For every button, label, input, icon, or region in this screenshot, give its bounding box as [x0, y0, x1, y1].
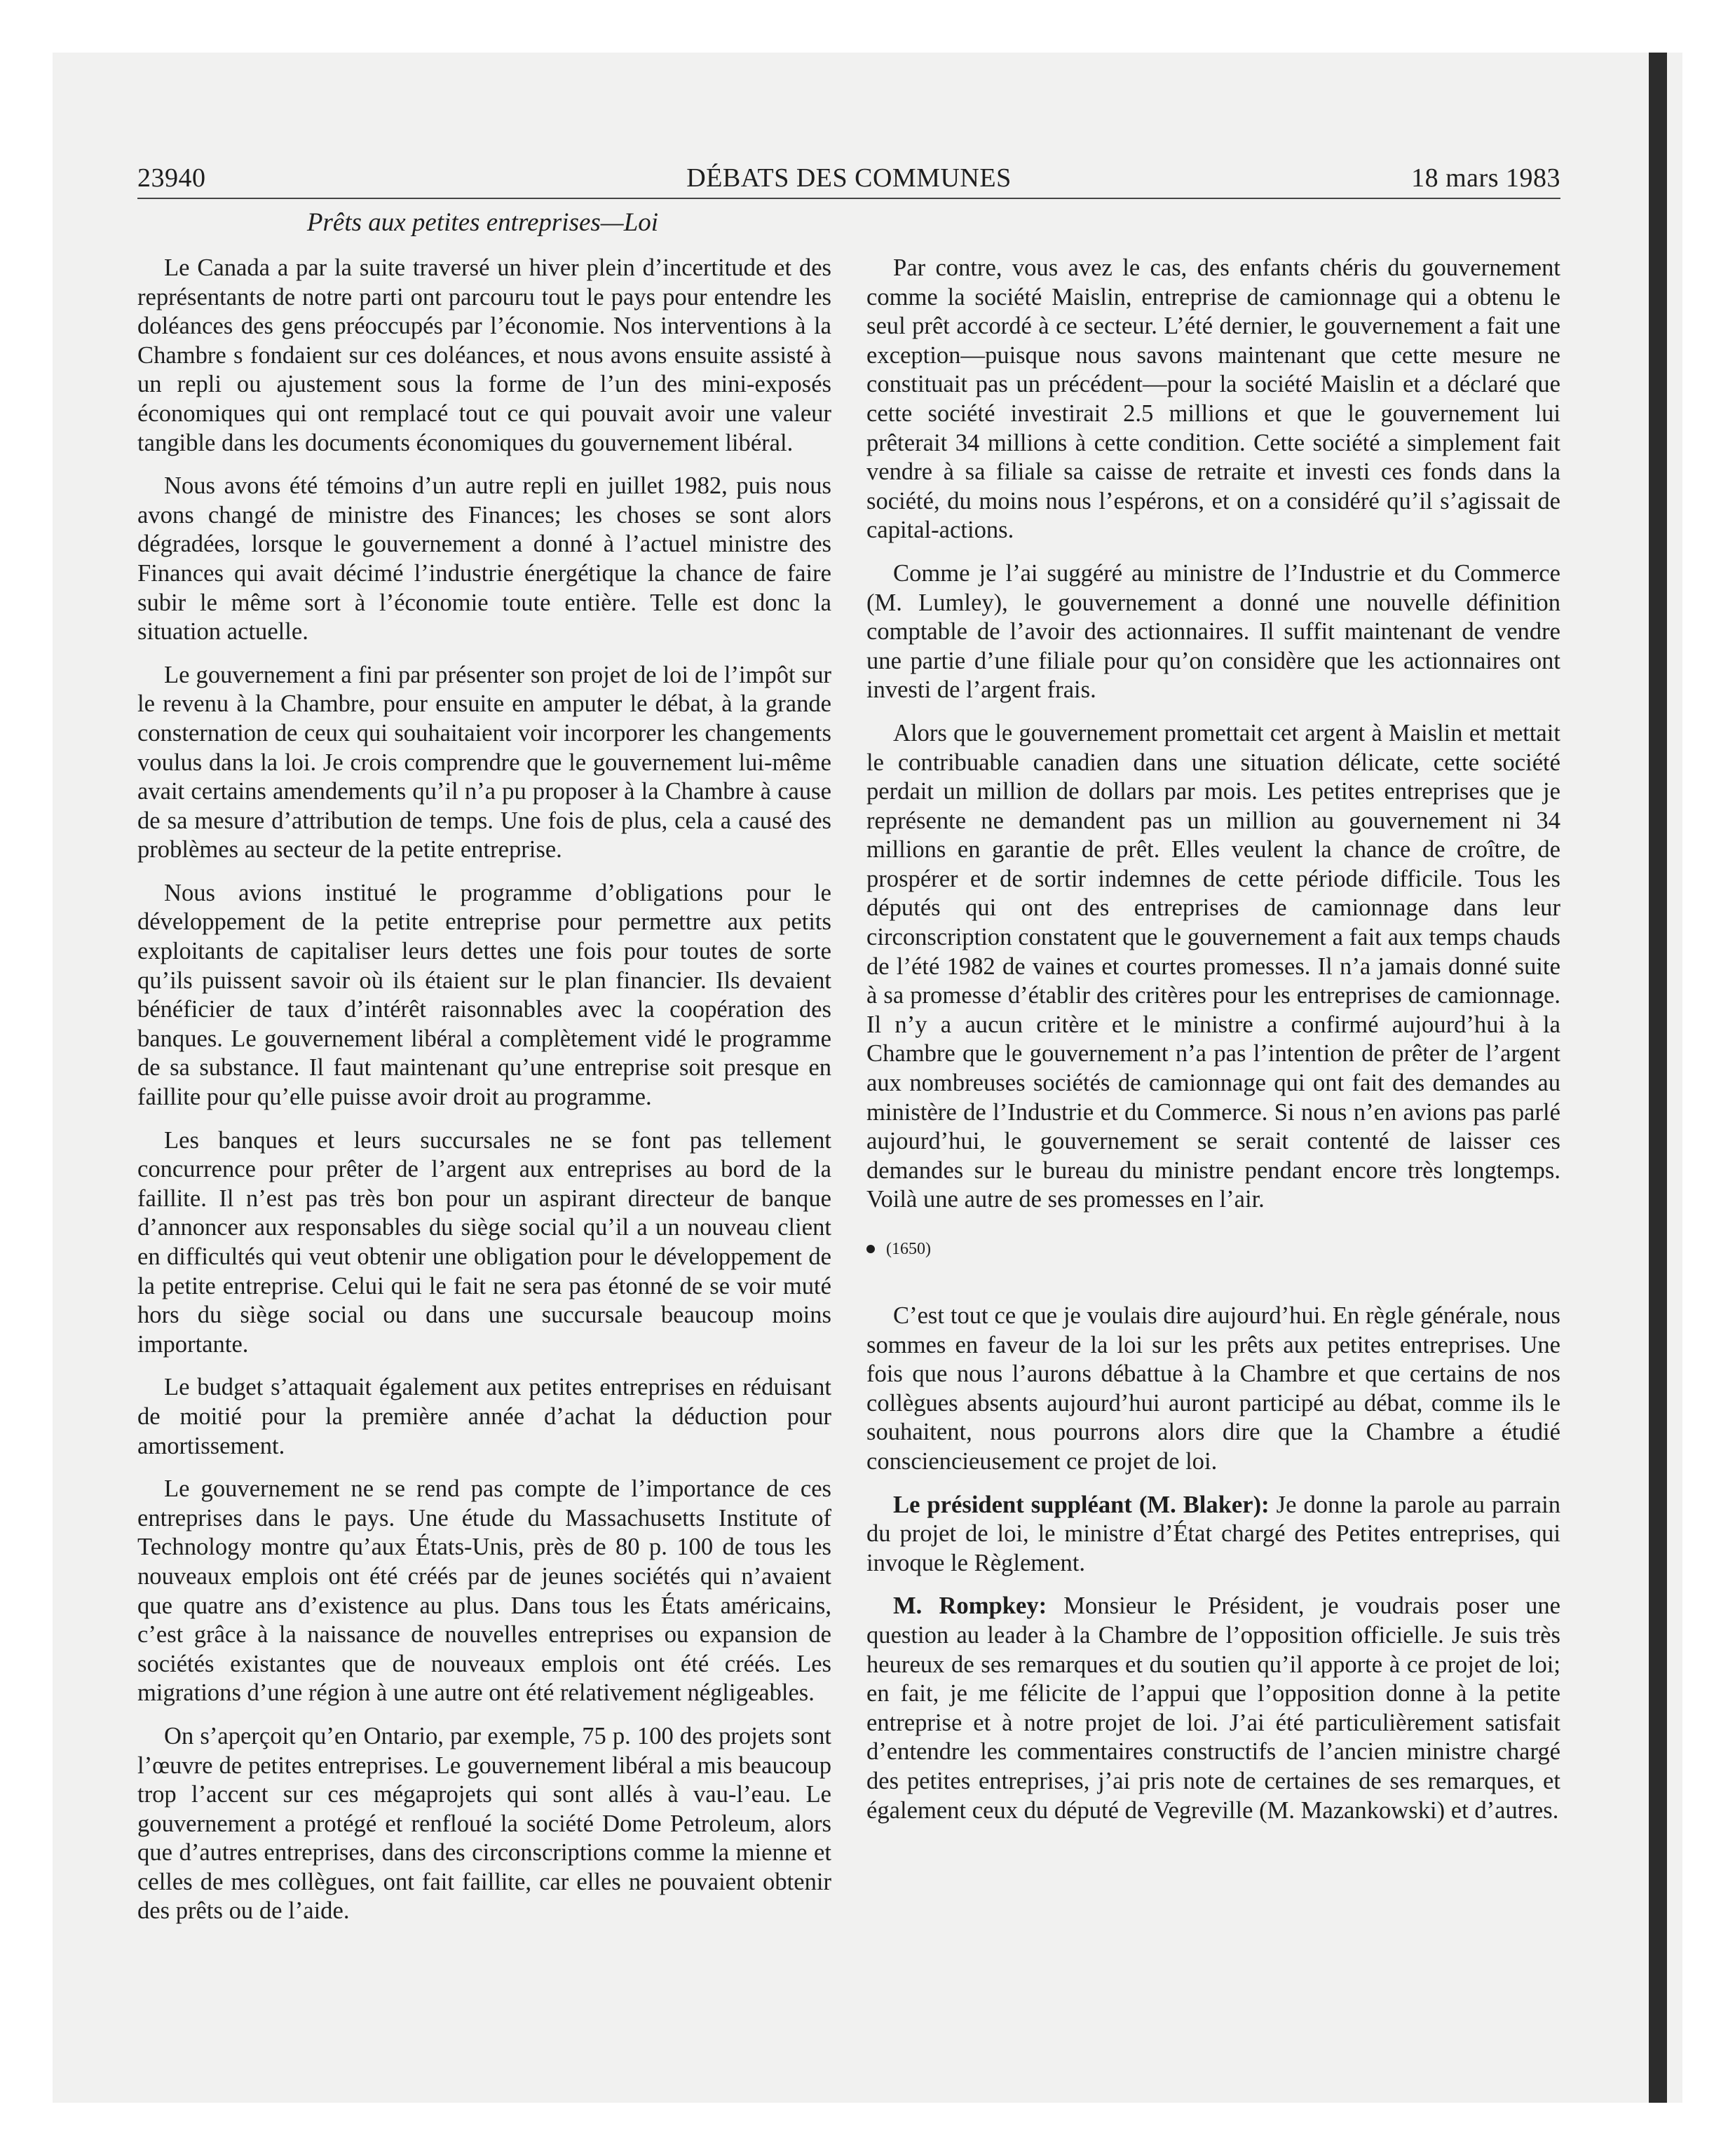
paragraph: Nous avions institué le programme d’obligations pour le développement de la petite entreprise pour permettre aux petits exploitants de capitaliser leurs dettes une fois pour toutes de sorte qu’ils puissent savoir où ils étaient sur le plan financier. Ils devaient bénéficier de taux d’intérêt raisonnables avec la coopération des banques. Le gouvernement libéral a complètement vidé le programme de sa substance. Il faut maintenant qu’une entreprise soit presque en faillite pour qu’elle puisse avoir droit au programme. [137, 879, 831, 1111]
paragraph: Par contre, vous avez le cas, des enfants chéris du gouvernement comme la société Maislin, entreprise de camionnage qui a obtenu le seul prêt accordé à ce secteur. L’été dernier, le gouvernement a fait une exception—puisque nous savons maintenant que cette mesure ne constituait pas un précédent—pour la société Maislin et a déclaré que cette société investirait 2.5 millions et que le gouvernement lui prêterait 34 millions à cette condition. Cette société a simplement fait vendre à sa filiale sa caisse de retraite et investi ces fonds dans la société, du moins nous l’espérons, et on a considéré qu’il s’agissait de capital-actions. [866, 254, 1560, 544]
paragraph: Les banques et leurs succursales ne se font pas tellement concurrence pour prêter de l’argent aux entreprises au bord de la faillite. Il n’est pas très bon pour un aspirant directeur de banque d’annoncer aux responsables du siège social qu’il a un nouveau client en difficultés qui veut obtenir une obligation pour le développement de la petite entreprise. Celui qui le fait ne sera pas étonné de se voir muté hors du siège social ou dans une succursale beaucoup moins importante. [137, 1126, 831, 1358]
time-marker-text: (1650) [886, 1240, 931, 1258]
sitting-date: 18 mars 1983 [1411, 163, 1560, 193]
speech-paragraph [866, 1592, 1560, 1825]
time-marker [866, 1239, 1560, 1260]
paragraph: Le gouvernement ne se rend pas compte de l’importance de ces entreprises dans le pays. Une étude du Massachusetts Institute of Technology montre qu’aux États-Unis, près de 80 p. 100 de tous les nouveaux emplois ont été créés par de jeunes sociétés qui n’avaient que quatre ans d’existence au plus. Dans tous les États américains, c’est grâce à la naissance de nouvelles entreprises ou expansion de sociétés existantes que de nouveaux emplois ont été créés. Les migrations d’une région à une autre ont été relativement négligeables. [137, 1475, 831, 1707]
section-title: Prêts aux petites entreprises—Loi [306, 208, 659, 237]
paragraph: C’est tout ce que je voulais dire aujourd’hui. En règle générale, nous sommes en faveur de la loi sur les prêts aux petites entreprises. Une fois que nous l’aurons débattue à la Chambre et que certains de nos collègues absents aujourd’hui auront participé au débat, comme ils le souhaitent, nous pourrons alors dire que la Chambre a étudié consciencieusement ce projet de loi. [866, 1302, 1560, 1475]
speech-text: Je donne la parole au parrain du projet de loi, le ministre d’État chargé des Petites entreprises, qui invoque le Règlement. [866, 1491, 1560, 1576]
paragraph: Nous avons été témoins d’un autre repli en juillet 1982, puis nous avons changé de ministre des Finances; les choses se sont alors dégradées, lorsque le gouvernement a donné à l’actuel ministre des Finances qui avait décimé l’industrie énergétique la chance de faire subir le même sort à l’économie toute entière. Telle est donc la situation actuelle. [137, 472, 831, 646]
speech-paragraph [866, 1491, 1560, 1578]
paragraph: Le budget s’attaquait également aux petites entreprises en réduisant de moitié pour la première année d’achat la déduction pour amortissement. [137, 1374, 831, 1459]
paragraph: On s’aperçoit qu’en Ontario, par exemple, 75 p. 100 des projets sont l’œuvre de petites entreprises. Le gouvernement libéral a mis beaucoup trop l’accent sur ces mégaprojets qui sont allés à vau-l’eau. Le gouvernement a protégé et renfloué la société Dome Petroleum, alors que d’autres entreprises, dans des circonscriptions comme la mienne et celles de mes collègues, ont fait faillite, car elles ne pouvaient obtenir des prêts ou de l’aide. [137, 1722, 831, 1925]
running-header [137, 163, 1560, 193]
right-column [866, 254, 1560, 1839]
page-number: 23940 [137, 163, 206, 193]
bullet-icon [866, 1245, 875, 1253]
paragraph: Le Canada a par la suite traversé un hiver plein d’incertitude et des représentants de notre parti ont parcouru tout le pays pour entendre les doléances des gens préoccupés par l’économie. Nos interventions à la Chambre s fondaient sur ces doléances, et nous avons ensuite assisté à un repli ou ajustement sous la forme de l’un des mini-exposés économiques qui ont remplacé tout ce qui pouvait avoir une valeur tangible dans les documents économiques du gouvernement libéral. [137, 254, 831, 456]
speaker-name: Le président suppléant (M. Blaker): [893, 1491, 1270, 1518]
paragraph: Le gouvernement a fini par présenter son projet de loi de l’impôt sur le revenu à la Chambre, pour ensuite en amputer le débat, à la grande consternation de ceux qui souhaitaient voir incorporer les changements voulus dans la loi. Je crois comprendre que le gouvernement lui-même avait certains amendements qu’il n’a pu proposer à la Chambre à cause de sa mesure d’attribution de temps. Une fois de plus, cela a causé des problèmes au secteur de la petite entreprise. [137, 661, 831, 864]
left-column [137, 254, 831, 1940]
paragraph: Comme je l’ai suggéré au ministre de l’Industrie et du Commerce (M. Lumley), le gouvernement a donné une nouvelle définition comptable de l’avoir des actionnaires. Il suffit maintenant de vendre une partie d’une filiale pour qu’on considère que les actionnaires ont investi de l’argent frais. [866, 559, 1560, 704]
speech-text: Monsieur le Président, je voudrais poser une question au leader à la Chambre de l’opposition officielle. Je suis très heureux de ses remarques et du soutien qu’il apporte à ce projet de loi; en fait, je me félicite de l’appui que l’opposition donne à la petite entreprise et à notre projet de loi. J’ai été particulièrement satisfait d’entendre les commentaires constructifs de l’ancien ministre chargé des petites entreprises, j’ai pris note de certaines de ses remarques, et également ceux du député de Vegreville (M. Mazankowski) et d’autres. [866, 1592, 1561, 1824]
publication-title: DÉBATS DES COMMUNES [686, 163, 1012, 193]
paragraph: Alors que le gouvernement promettait cet argent à Maislin et mettait le contribuable canadien dans une situation délicate, cette société perdait un million de dollars par mois. Les petites entreprises que je représente ne demandent pas un million au gouvernement ni 34 millions en garantie de prêt. Elles veulent la chance de croître, de prospérer et de sortir indemnes de cette période difficile. Tous les députés qui ont des entreprises de camionnage dans leur circonscription constatent que le gouvernement a fait aux temps chauds de l’été 1982 de vaines et courtes promesses. Il n’a jamais donné suite à sa promesse d’établir des critères pour les entreprises de camionnage. Il n’y a aucun critère et le ministre a confirmé aujourd’hui à la Chambre que le gouvernement n’a pas l’intention de prêter de l’argent aux nombreuses sociétés de camionnage qui ont fait des demandes au ministère de l’Industrie et du Commerce. Si nous n’en avions pas parlé aujourd’hui, le gouvernement se serait contenté de laisser ces demandes sur le bureau du ministre pendant encore très longtemps. Voilà une autre de ses promesses en l’air. [866, 719, 1560, 1213]
scan-edge-shadow [1649, 53, 1667, 2103]
speaker-name: M. Rompkey: [893, 1592, 1047, 1620]
header-rule [137, 198, 1560, 199]
